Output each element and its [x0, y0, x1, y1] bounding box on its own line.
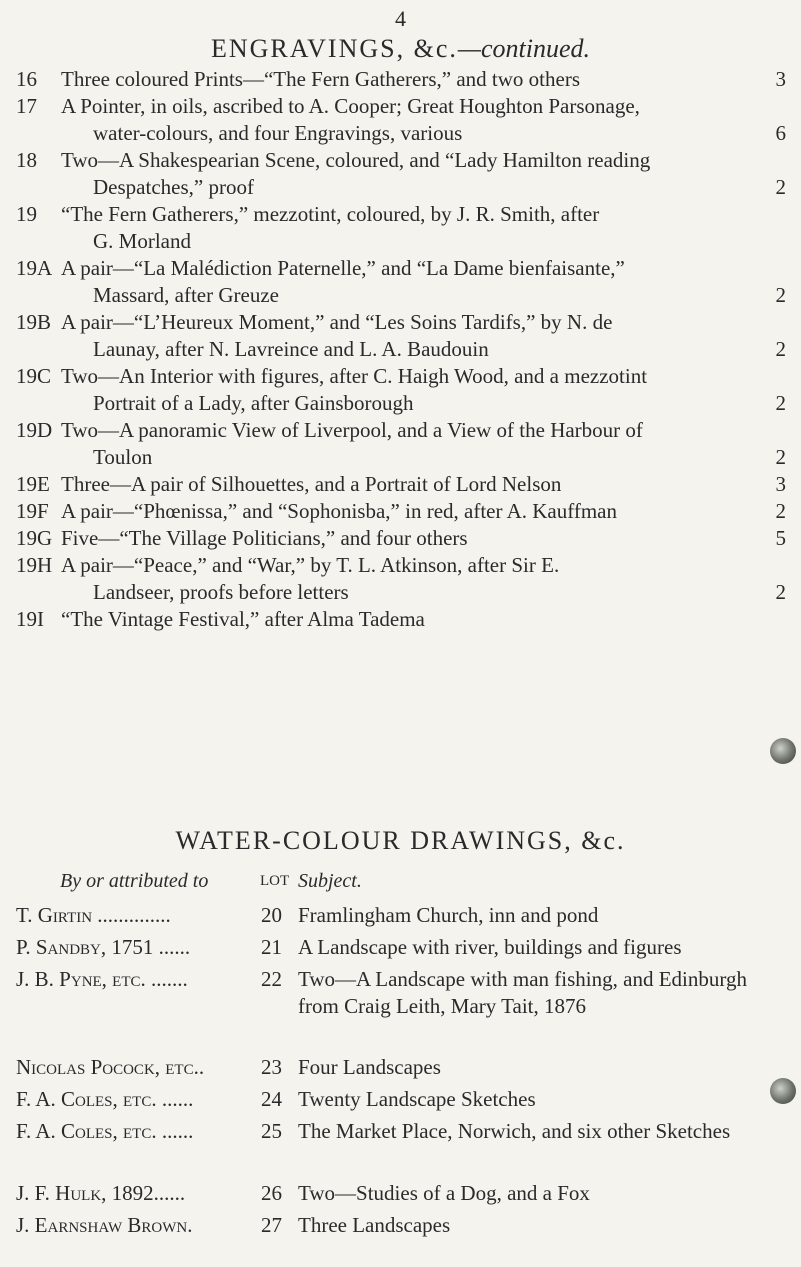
lot-quantity: 2 [775, 580, 786, 604]
lot-number: 17 [16, 94, 37, 118]
lot-row [16, 471, 786, 498]
lot-description: Five—“The Village Politicians,” and four others [61, 526, 468, 550]
artist-name: Nicolas Pocock, etc.. [16, 1055, 205, 1079]
lot-description-continued: Despatches,” proof [93, 175, 254, 199]
lot-row [16, 309, 786, 363]
subject-text: Two—A Landscape with man fishing, and Edinburgh from Craig Leith, Mary Tait, 1876 [298, 967, 747, 1018]
lot-description-continued: Landseer, proofs before letters [93, 580, 349, 604]
lot-number: 19D [16, 418, 53, 442]
lot-quantity: 3 [775, 472, 786, 496]
lot-number: 18 [16, 148, 37, 172]
lot-quantity: 5 [775, 526, 786, 550]
artist-name: F. A. Coles, etc. ...... [16, 1119, 194, 1143]
lot-number: 22 [261, 967, 282, 991]
lot-description: Two—A Shakespearian Scene, coloured, and “Lady Hamilton reading [61, 148, 651, 172]
lot-number: 21 [261, 935, 282, 959]
lot-quantity: 2 [775, 445, 786, 469]
engravings-title: ENGRAVINGS, &c. [210, 34, 458, 63]
subject-text: Three Landscapes [298, 1213, 451, 1237]
lot-row [16, 498, 786, 525]
lot-quantity: 6 [775, 121, 786, 145]
subject-text: Framlingham Church, inn and pond [298, 903, 599, 927]
lot-number: 23 [261, 1055, 282, 1079]
continued-label: —continued. [457, 34, 591, 63]
watercolours-column-headers [0, 870, 801, 898]
lot-number: 19C [16, 364, 52, 388]
lot-description-continued: Massard, after Greuze [93, 283, 279, 307]
artist-name: F. A. Coles, etc. ...... [16, 1087, 194, 1111]
lot-description: “The Vintage Festival,” after Alma Tadema [61, 607, 425, 631]
margin-ink-spot [770, 1078, 796, 1104]
lot-row [16, 363, 786, 417]
lot-number: 19B [16, 310, 52, 334]
lot-description-continued: G. Morland [93, 229, 191, 253]
header-subject: Subject. [298, 870, 362, 892]
lot-number: 19G [16, 526, 53, 550]
lot-description-continued: Launay, after N. Lavreince and L. A. Baudouin [93, 337, 489, 361]
lot-description: Two—A panoramic View of Liverpool, and a View of the Harbour of [61, 418, 643, 442]
subject-text: The Market Place, Norwich, and six other Sketches [298, 1119, 731, 1143]
lot-quantity: 2 [775, 337, 786, 361]
lot-row [16, 525, 786, 552]
lot-row [16, 201, 786, 255]
lot-description: Three—A pair of Silhouettes, and a Portrait of Lord Nelson [61, 472, 562, 496]
lot-description: A pair—“La Malédiction Paternelle,” and “La Dame bienfaisante,” [61, 256, 625, 280]
artist-name: P. Sandby, 1751 ...... [16, 935, 191, 959]
lot-quantity: 2 [775, 175, 786, 199]
lot-number: 26 [261, 1181, 282, 1205]
lot-number: 20 [261, 903, 282, 927]
lot-row [16, 93, 786, 147]
lot-number: 19I [16, 607, 44, 631]
subject-text: Twenty Landscape Sketches [298, 1087, 536, 1111]
lot-description-continued: Portrait of a Lady, after Gainsborough [93, 391, 414, 415]
watercolours-heading: WATER-COLOUR DRAWINGS, &c. [175, 826, 626, 855]
lot-row [16, 417, 786, 471]
engravings-heading [0, 34, 801, 64]
lot-description: A pair—“Phœnissa,” and “Sophonisba,” in red, after A. Kauffman [61, 499, 617, 523]
lot-quantity: 2 [775, 499, 786, 523]
artist-name: J. B. Pyne, etc. ....... [16, 967, 188, 991]
lot-description: A pair—“L’Heureux Moment,” and “Les Soins Tardifs,” by N. de [61, 310, 613, 334]
lot-description: A Pointer, in oils, ascribed to A. Cooper; Great Houghton Parsonage, [61, 94, 640, 118]
lot-description: Three coloured Prints—“The Fern Gatherers,” and two others [61, 67, 580, 91]
subject-text: A Landscape with river, buildings and figures [298, 935, 682, 959]
lot-quantity: 2 [775, 391, 786, 415]
lot-description: A pair—“Peace,” and “War,” by T. L. Atkinson, after Sir E. [61, 553, 560, 577]
lot-number: 25 [261, 1119, 282, 1143]
lot-quantity: 3 [775, 67, 786, 91]
lot-number: 19H [16, 553, 53, 577]
lot-row [16, 255, 786, 309]
lot-number: 19E [16, 472, 50, 496]
artist-name: J. F. Hulk, 1892...... [16, 1181, 186, 1205]
header-attributed: By or attributed to [60, 870, 209, 892]
margin-ink-spot [770, 738, 796, 764]
subject-text: Two—Studies of a Dog, and a Fox [298, 1181, 590, 1205]
lot-description-continued: Toulon [93, 445, 153, 469]
artist-name: J. Earnshaw Brown. [16, 1213, 193, 1237]
lot-description-continued: water-colours, and four Engravings, various [93, 121, 463, 145]
lot-description: “The Fern Gatherers,” mezzotint, coloured, by J. R. Smith, after [61, 202, 600, 226]
lot-number: 16 [16, 67, 37, 91]
lot-row [16, 606, 786, 633]
lot-row [16, 552, 786, 606]
lot-row [16, 66, 786, 93]
lot-number: 19 [16, 202, 37, 226]
lot-row [16, 147, 786, 201]
page-number: 4 [395, 6, 406, 31]
lot-number: 27 [261, 1213, 282, 1237]
lot-description: Two—An Interior with figures, after C. Haigh Wood, and a mezzotint [61, 364, 648, 388]
lot-quantity: 2 [775, 283, 786, 307]
lot-number: 19A [16, 256, 53, 280]
subject-text: Four Landscapes [298, 1055, 441, 1079]
lot-number: 19F [16, 499, 49, 523]
header-lot: LOT [260, 873, 290, 889]
lot-number: 24 [261, 1087, 282, 1111]
artist-name: T. Girtin .............. [16, 903, 171, 927]
